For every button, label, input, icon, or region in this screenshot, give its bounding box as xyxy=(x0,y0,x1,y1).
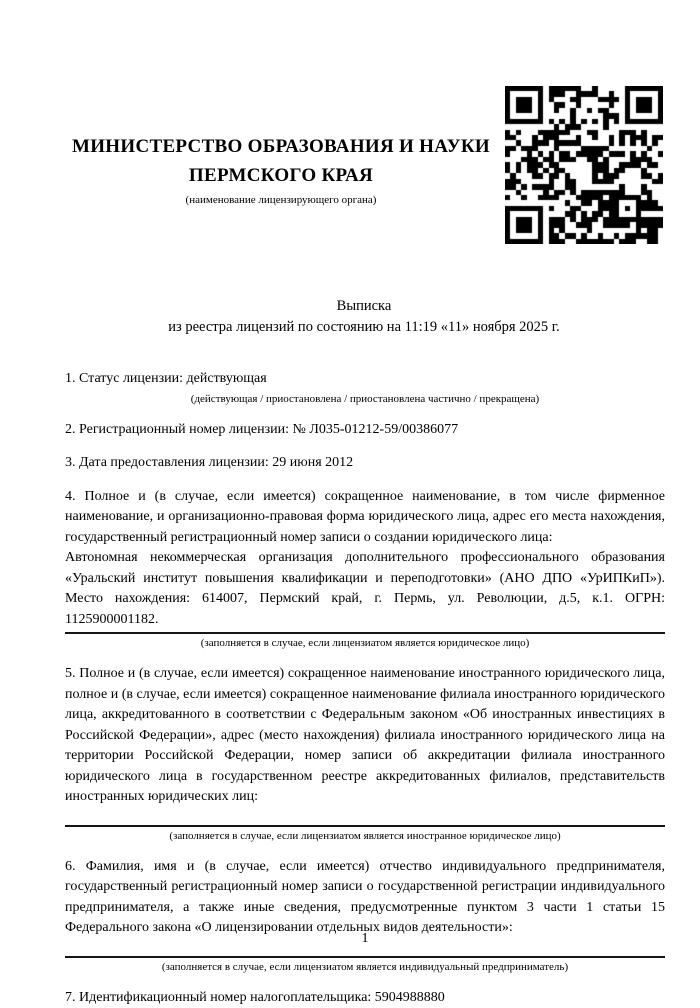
license-item-legal-entity xyxy=(65,487,665,652)
blank-answer-line xyxy=(65,808,665,823)
item-caption: (заполняется в случае, если лицензиатом является юридическое лицо) xyxy=(65,632,665,651)
licensing-authority-block xyxy=(65,86,497,208)
license-details xyxy=(0,338,700,1008)
item-text: 7. Идентификационный номер налогоплательщика: 5904988880 xyxy=(65,988,665,1008)
page-number: 1 xyxy=(65,931,665,947)
item-text: 2. Регистрационный номер лицензии: № Л035-01212-59/00386077 xyxy=(65,420,665,441)
qr-code xyxy=(505,86,663,244)
document-title: Выписка xyxy=(65,296,663,317)
item-caption: (заполняется в случае, если лицензиатом является индивидуальный предприниматель) xyxy=(65,956,665,975)
item-text: 6. Фамилия, имя и (в случае, если имеется) отчество индивидуального предпринимателя, государственный регистрационный номер записи о государственной регистрации индивидуального предпринимателя, а также иные сведения, предусмотренные пунктом 3 части 1 статьи 15 Федерального закона «О лицензировании отдельных видов деятельности»: xyxy=(65,857,665,939)
licensing-authority-name-line2: ПЕРМСКОГО КРАЯ xyxy=(65,161,497,190)
document-subtitle: из реестра лицензий по состоянию на 11:19 «11» ноября 2025 г. xyxy=(65,317,663,338)
license-item-registration-number xyxy=(65,420,665,441)
item-text: 5. Полное и (в случае, если имеется) сокращенное наименование иностранного юридического лица, полное и (в случае, если имеется) сокращенное наименование филиала иностранного юридического лица, аккредитованного в соответствии с Федеральным законом «Об иностранных инвестициях в Российской Федерации», адрес (место нахождения) филиала иностранного юридического лица на территории Российской Федерации, номер записи об аккредитации филиала иностранного юридического лица в государственном реестре аккредитованных филиалов, представительств иностранных юридических лиц: xyxy=(65,664,665,808)
document-header xyxy=(0,0,700,244)
item-text: 4. Полное и (в случае, если имеется) сокращенное наименование, в том числе фирменное наименование, и организационно-правовая форма юридического лица, адрес его места нахождения, государственный регистрационный номер записи о создании юридического лица: xyxy=(65,487,665,549)
license-item-individual-entrepreneur xyxy=(65,857,665,975)
license-item-grant-date xyxy=(65,453,665,474)
item-caption: (заполняется в случае, если лицензиатом является иностранное юридическое лицо) xyxy=(65,825,665,844)
license-item-foreign-entity xyxy=(65,664,665,844)
licensing-authority-caption: (наименование лицензирующего органа) xyxy=(65,193,497,208)
licensing-authority-name-line1: МИНИСТЕРСТВО ОБРАЗОВАНИЯ И НАУКИ xyxy=(65,132,497,161)
license-item-taxpayer-number xyxy=(65,988,665,1008)
item-value: Автономная некоммерческая организация дополнительного профессионального образования «Уральский институт повышения квалификации и переподготовки» (АНО ДПО «УрИПКиП»). Место нахождения: 614007, Пермский край, г. Пермь, ул. Революции, д.5, к.1. ОГРН: 1125900001182. xyxy=(65,548,665,630)
item-text: 1. Статус лицензии: действующая xyxy=(65,369,665,390)
item-text: 3. Дата предоставления лицензии: 29 июня 2012 xyxy=(65,453,665,474)
item-caption: (действующая / приостановлена / приостановлена частично / прекращена) xyxy=(65,390,665,407)
title-block xyxy=(0,296,700,338)
license-item-status xyxy=(65,369,665,407)
